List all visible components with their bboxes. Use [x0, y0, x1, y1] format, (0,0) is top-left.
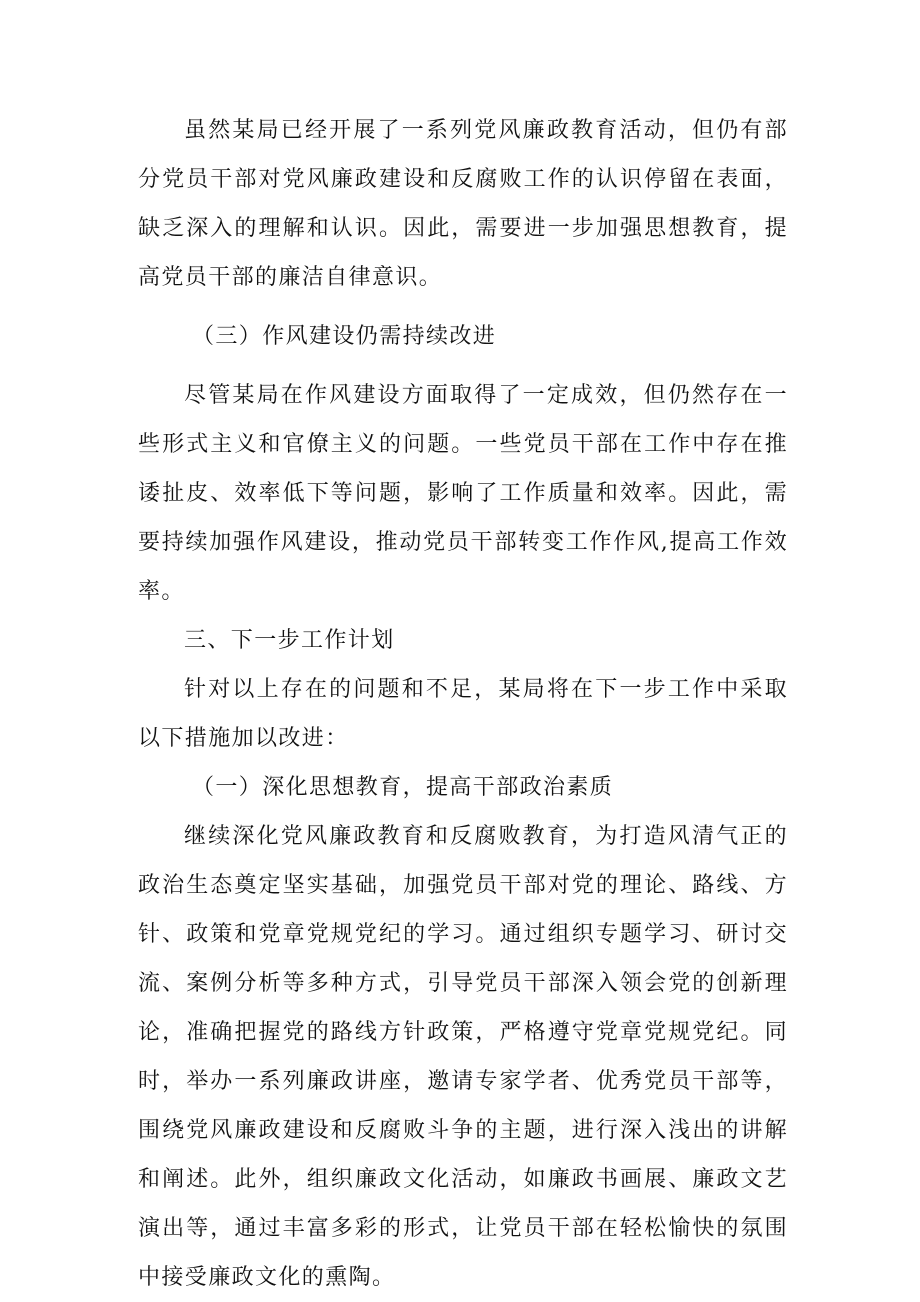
subheading-work-style: （三）作风建设仍需持续改进 [192, 324, 497, 349]
paragraph-ideology-awareness: 虽然某局已经开展了一系列党风廉政教育活动，但仍有部分党员干部对党风廉政建设和反腐败工作的认识停留在表面，缺乏深入的理解和认识。因此，需要进一步加强思想教育，提高党员干部的廉洁自律意识。 [138, 118, 788, 290]
paragraph-deepen-education: 继续深化党风廉政教育和反腐败教育，为打造风清气正的政治生态奠定坚实基础，加强党员干部对党的理论、路线、方针、政策和党章党规党纪的学习。通过组织专题学习、研讨交流、案例分析等多种方式，引导党员干部深入领会党的创新理论，准确把握党的路线方针政策，严格遵守党章党规党纪。同时，举办一系列廉政讲座，邀请专家学者、优秀党员干部等，围绕党风廉政建设和反腐败斗争的主题，进行深入浅出的讲解和阐述。此外，组织廉政文化活动，如廉政书画展、廉政文艺演出等，通过丰富多彩的形式，让党员干部在轻松愉快的氛围中接受廉政文化的熏陶。 [138, 824, 788, 1290]
document-body [138, 106, 788, 1302]
section-heading-next-steps: 三、下一步工作计划 [184, 628, 395, 653]
subheading-deepen-education: （一）深化思想教育，提高干部政治素质 [192, 775, 614, 800]
paragraph-next-steps-intro: 针对以上存在的问题和不足，某局将在下一步工作中采取以下措施加以改进： [138, 677, 788, 751]
paragraph-work-style: 尽管某局在作风建设方面取得了一定成效，但仍然存在一些形式主义和官僚主义的问题。一些党员干部在工作中存在推诿扯皮、效率低下等问题，影响了工作质量和效率。因此，需要持续加强作风建设，推动党员干部转变工作作风,提高工作效率。 [138, 383, 788, 604]
